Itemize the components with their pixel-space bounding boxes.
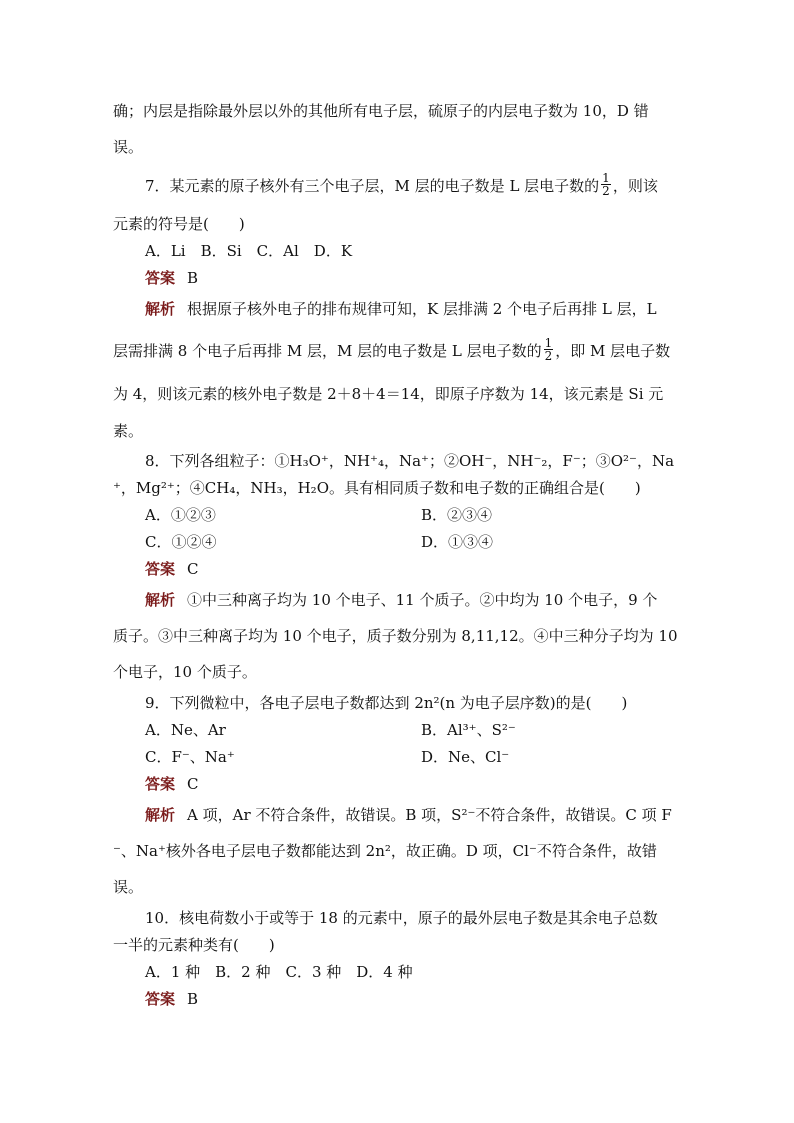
text-segment: 根据原子核外电子的排布规律可知，K 层排满 2 个电子后再排 L 层，L [187, 300, 657, 318]
text-line [113, 335, 671, 363]
question-9-stem: 9．下列微粒中，各电子层电子数都达到 2n²(n 为电子层序数)的是( ) [145, 694, 628, 712]
answer-value: B [187, 269, 199, 287]
question-7-answer [145, 267, 198, 289]
answer-label: 答案 [145, 990, 176, 1008]
answer-label: 答案 [145, 269, 176, 287]
answer-value: C [187, 560, 199, 578]
text-segment: ，即 M 层电子数 [555, 342, 671, 360]
question-9-answer [145, 773, 199, 795]
text-line: 素。 [113, 422, 144, 440]
answer-value: B [187, 990, 199, 1008]
option-b: B．②③④ [421, 506, 493, 524]
option-b: B．Al³⁺、S²⁻ [421, 721, 516, 739]
option-a: A．Ne、Ar [145, 721, 226, 739]
analysis-label: 解析 [145, 591, 176, 609]
text-line: 误。 [113, 878, 144, 896]
question-7-stem [145, 170, 658, 198]
fraction-one-half: $\frac{1}{2}$ [602, 170, 610, 198]
text-segment: 7．某元素的原子核外有三个电子层，M 层的电子数是 L 层电子数的 [145, 177, 600, 195]
text-line: 个电子，10 个质子。 [113, 663, 257, 681]
question-10-answer [145, 988, 198, 1010]
question-10-options: A．1 种 B．2 种 C．3 种 D．4 种 [145, 963, 413, 981]
question-8-stem: 8．下列各组粒子：①H₃O⁺，NH⁺₄，Na⁺；②OH⁻，NH⁻₂，F⁻；③O²⁻，Na [145, 452, 675, 470]
text-line: 一半的元素种类有( ) [113, 936, 275, 954]
text-line: 确；内层是指除最外层以外的其他所有电子层，硫原子的内层电子数为 10，D 错 [113, 102, 649, 120]
text-line: 为 4，则该元素的核外电子数是 2＋8＋4＝14，即原子序数为 14，该元素是 Si 元 [113, 385, 664, 403]
option-d: D．①③④ [421, 533, 494, 551]
option-a: A．①②③ [145, 506, 216, 524]
question-7-options: A．Li B．Si C．Al D．K [145, 242, 353, 260]
text-segment: ①中三种离子均为 10 个电子、11 个质子。②中均为 10 个电子，9 个 [187, 591, 658, 609]
option-c: C．F⁻、Na⁺ [145, 748, 235, 766]
answer-label: 答案 [145, 775, 176, 793]
option-d: D．Ne、Cl⁻ [421, 748, 510, 766]
text-segment: 层需排满 8 个电子后再排 M 层，M 层的电子数是 L 层电子数的 [113, 342, 542, 360]
text-line: 误。 [113, 138, 144, 156]
fraction-one-half: $\frac{1}{2}$ [544, 335, 553, 363]
question-7-analysis [145, 298, 657, 320]
text-line: ⁺，Mg²⁺；④CH₄，NH₃，H₂O。具有相同质子数和电子数的正确组合是( ) [113, 479, 641, 497]
answer-label: 答案 [145, 560, 176, 578]
text-line: 质子。③中三种离子均为 10 个电子，质子数分别为 8,11,12。④中三种分子均为 10 [113, 627, 678, 645]
question-8-answer [145, 558, 199, 580]
question-10-stem: 10．核电荷数小于或等于 18 的元素中，原子的最外层电子数是其余电子总数 [145, 909, 658, 927]
text-segment: A 项，Ar 不符合条件，故错误。B 项，S²⁻不符合条件，故错误。C 项 F [187, 806, 672, 824]
text-line: ⁻、Na⁺核外各电子层电子数都能达到 2n²，故正确。D 项，Cl⁻不符合条件，故错 [113, 842, 657, 860]
analysis-label: 解析 [145, 300, 176, 318]
text-line: 元素的符号是( ) [113, 215, 245, 233]
answer-value: C [187, 775, 199, 793]
question-8-analysis [145, 589, 657, 611]
text-segment: ，则该 [612, 177, 658, 195]
option-c: C．①②④ [145, 533, 217, 551]
analysis-label: 解析 [145, 806, 176, 824]
question-9-analysis [145, 804, 672, 826]
